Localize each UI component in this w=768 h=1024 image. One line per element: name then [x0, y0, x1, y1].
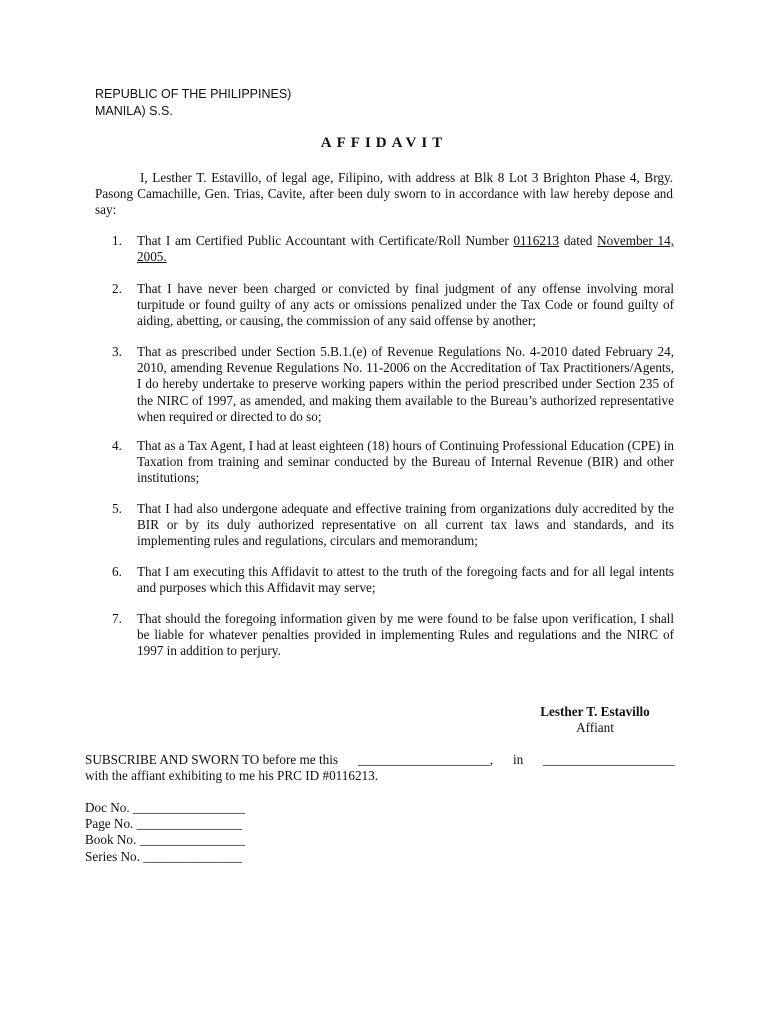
item-text-pre: That I am Certified Public Accountant with Certificate/Roll Number [137, 233, 514, 248]
certificate-date: November 14, 2005. [137, 233, 674, 265]
item-text-mid: dated [559, 233, 598, 248]
jurat-text-in: in [512, 752, 524, 767]
list-item-3 [112, 344, 674, 425]
item-number: 3. [112, 344, 122, 359]
jurat-line-1 [85, 752, 675, 768]
list-item-6 [112, 564, 674, 596]
affiant-label: Affiant [576, 720, 614, 736]
certificate-number: 0116213 [513, 233, 560, 248]
list-item-7 [112, 611, 674, 660]
list-item-2 [112, 281, 674, 330]
item-text: That as prescribed under Section 5.B.1.(e) of Revenue Regulations No. 4-2010 dated February 24, 2010, amending Revenue Regulations No. 11-2006 on the Accreditation of Tax Practitioners/Agents, I do hereby undertake to preserve working papers within the period prescribed under Section 235 of the NIRC of 1997, as amended, and making them available to the Bureau’s authorized representative when required or directed to do so; [137, 344, 674, 424]
venue-republic: REPUBLIC OF THE PHILIPPINES) [95, 87, 292, 101]
item-number: 7. [112, 611, 122, 626]
item-text: That as a Tax Agent, I had at least eighteen (18) hours of Continuing Professional Education (CPE) in Taxation from training and seminar conducted by the Bureau of Internal Revenue (BIR) and other institutions; [137, 438, 674, 486]
venue-city: MANILA) S.S. [95, 104, 173, 118]
item-text: That I had also undergone adequate and effective training from organizations duly accredited by the BIR or by its duly authorized representative on all current tax laws and standards, and its implementing rules and regulations, circulars and memorandum; [137, 501, 674, 549]
document-title: AFFIDAVIT [320, 135, 448, 151]
notarial-register [85, 800, 245, 865]
item-text [137, 233, 674, 265]
list-item-4 [112, 438, 674, 487]
item-number: 1. [112, 233, 122, 248]
jurat-line-2: with the affiant exhibiting to me his PRC ID #0116213. [85, 768, 379, 784]
book-number-line: Book No. ________________ [85, 832, 246, 848]
item-number: 4. [112, 438, 122, 453]
item-text: That I have never been charged or convicted by final judgment of any offense involving moral turpitude or found guilty of any acts or omissions penalized under the Tax Code or found guilty of aiding, abetting, or causing, the commission of any said offense by another; [137, 281, 674, 329]
signature-block [480, 704, 710, 736]
item-number: 2. [112, 281, 122, 296]
doc-number-line: Doc No. _________________ [85, 800, 246, 815]
jurat-place-blank: ____________________ [543, 752, 675, 767]
jurat-block [85, 752, 675, 784]
item-number: 5. [112, 501, 122, 516]
jurat-date-blank: ____________________, [357, 752, 494, 767]
list-item-5 [112, 501, 674, 550]
venue-block [95, 86, 291, 120]
item-text: That should the foregoing information given by me were found to be false upon verification, I shall be liable for whatever penalties provided in implementing Rules and regulations and the NIRC of 1997 in addition to perjury. [137, 611, 674, 659]
item-text: That I am executing this Affidavit to attest to the truth of the foregoing facts and for all legal intents and purposes which this Affidavit may serve; [137, 564, 674, 596]
item-number: 6. [112, 564, 122, 579]
jurat-text-sworn: SUBSCRIBE AND SWORN TO before me this [85, 752, 339, 767]
list-item-1 [112, 233, 674, 265]
page-number-line: Page No. ________________ [85, 816, 243, 832]
affiant-name: Lesther T. Estavillo [540, 704, 650, 719]
series-number-line: Series No. _______________ [85, 848, 243, 864]
intro-paragraph: I, Lesther T. Estavillo, of legal age, Filipino, with address at Blk 8 Lot 3 Brighton Phase 4, Brgy. Pasong Camachille, Gen. Trias, Cavite, after been duly sworn to in accordance with law hereby depose and say: [95, 170, 673, 218]
